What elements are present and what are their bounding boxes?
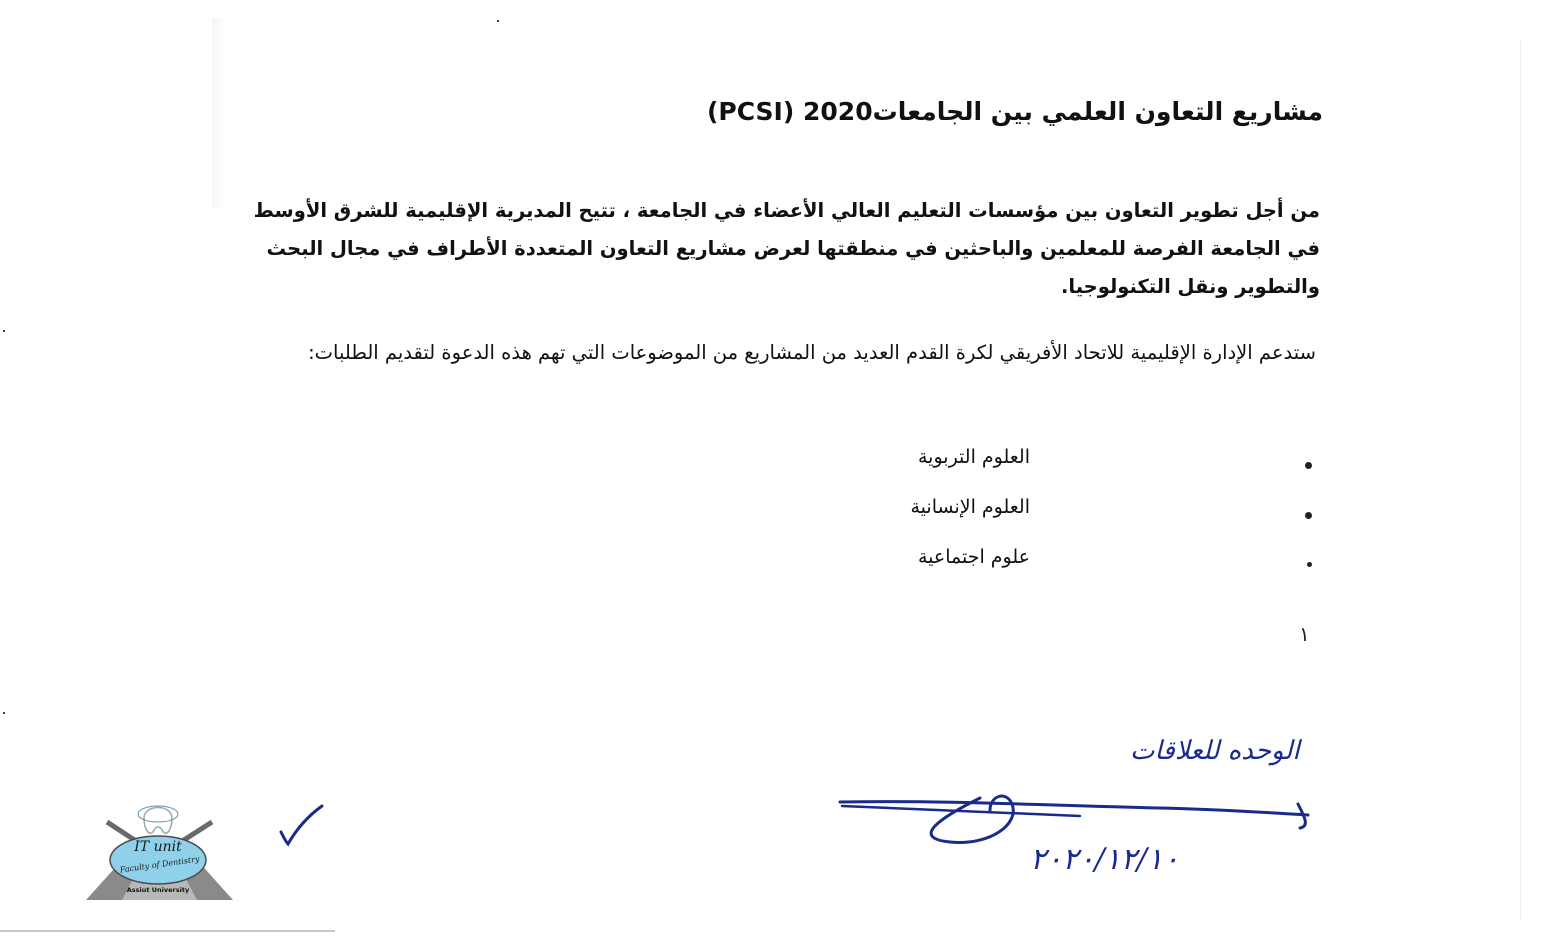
handwritten-date: ٢٠٢٠/١٢/١٠ — [1030, 842, 1180, 877]
logo-line2: Faculty of Dentistry — [119, 854, 201, 875]
it-unit-logo — [82, 800, 237, 905]
bullet-icon — [1305, 462, 1312, 469]
logo-line3: Assiut University — [126, 886, 190, 894]
topic-label: العلوم التربوية — [917, 446, 1030, 468]
document-title: مشاريع التعاون العلمي بين الجامعات2020 (PCSI) — [706, 97, 1323, 126]
scan-edge-shadow — [212, 18, 226, 208]
handwritten-department-label: الوحده للعلاقات — [1130, 736, 1300, 766]
list-item — [860, 440, 1320, 490]
call-paragraph: ستدعم الإدارة الإقليمية للاتحاد الأفريقي لكرة القدم العديد من المشاريع من الموضوعات التي تهم هذه الدعوة لتقديم الطلبات: — [308, 341, 1316, 364]
topic-label: علوم اجتماعية — [917, 546, 1030, 568]
scan-speck — [497, 20, 499, 22]
list-item — [860, 490, 1320, 540]
logo-line1: IT unit — [134, 839, 182, 855]
checkmark-icon — [276, 800, 326, 850]
list-item — [860, 540, 1320, 590]
scan-right-edge — [1520, 40, 1521, 920]
scan-speck — [3, 712, 5, 714]
scan-bottom-line — [0, 930, 335, 932]
bullet-icon — [1305, 512, 1312, 519]
topics-list — [860, 440, 1320, 590]
bullet-icon — [1307, 562, 1312, 567]
topic-label: العلوم الإنسانية — [910, 496, 1030, 518]
intro-paragraph: من أجل تطوير التعاون بين مؤسسات التعليم العالي الأعضاء في الجامعة ، تتيح المديرية الإقليمية للشرق الأوسط في الجامعة الفرصة للمعلمين والباحثين في منطقتها لعرض مشاريع التعاون المتعددة الأطراف في مجال البحث والتطوير ونقل التكنولوجيا. — [253, 199, 1320, 298]
signature-icon — [830, 720, 1430, 910]
scan-speck — [3, 330, 5, 332]
page-number: ١ — [1299, 622, 1310, 646]
